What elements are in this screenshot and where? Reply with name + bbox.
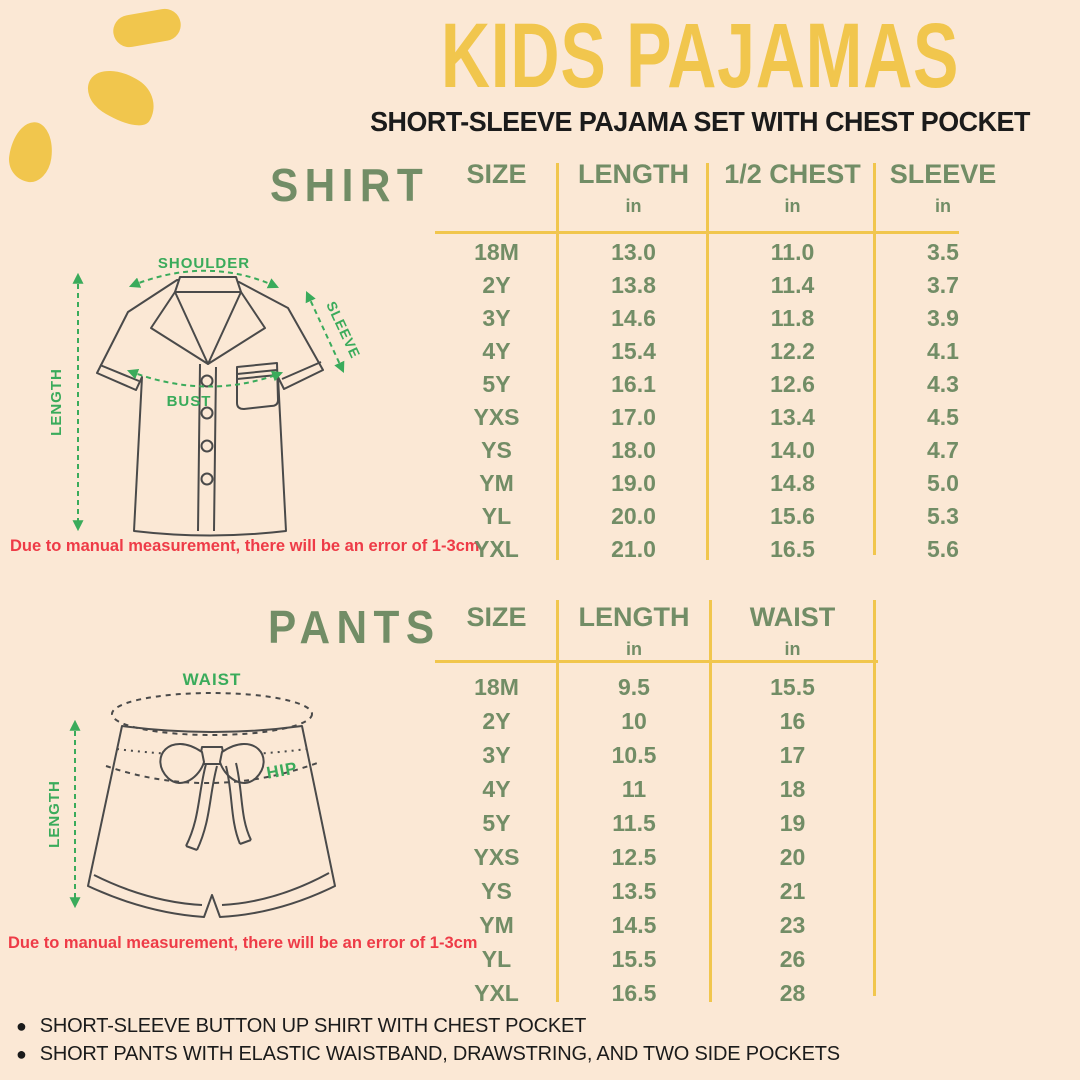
size-cell: 5Y — [482, 371, 511, 397]
chest-cell: 11.0 — [770, 239, 815, 265]
size-cell: YXL — [474, 980, 519, 1006]
length-cell: 11.5 — [612, 810, 656, 836]
size-cell: 2Y — [482, 708, 511, 734]
size-cell: 4Y — [482, 776, 511, 802]
bust-label: BUST — [166, 393, 212, 410]
column-header: SLEEVE in — [889, 159, 997, 216]
sleeve-cell: 3.9 — [927, 305, 959, 331]
length-cell: 14.6 — [611, 305, 656, 331]
feature-text: SHORT PANTS WITH ELASTIC WAISTBAND, DRAWSTRING, AND TWO SIDE POCKETS — [39, 1043, 840, 1065]
sleeve-cell: 5.6 — [927, 536, 959, 562]
length-cell: 15.5 — [611, 946, 657, 972]
shoulder-label: SHOULDER — [157, 255, 251, 272]
column-header: LENGTH in — [578, 159, 689, 216]
column-header: LENGTH in — [578, 602, 690, 659]
pants-diagram — [30, 660, 390, 935]
page-header — [310, 5, 1080, 138]
column-header: WAIST in — [749, 602, 836, 659]
table-header-rule — [435, 231, 959, 234]
waist-cell: 19 — [779, 810, 806, 836]
length-cell: 13.0 — [611, 239, 656, 265]
shirt-measurement-note: Due to manual measurement, there will be an error of 1-3cm — [10, 537, 480, 555]
size-cell: 2Y — [482, 272, 511, 298]
waist-cell: 23 — [779, 912, 806, 938]
chest-cell: 13.4 — [770, 404, 815, 430]
sleeve-label: SLEEVE — [323, 298, 364, 362]
chest-cell: 12.2 — [770, 338, 815, 364]
decorative-blob — [79, 58, 164, 136]
length-cell: 14.5 — [611, 912, 657, 938]
length-cell: 17.0 — [611, 404, 656, 430]
size-cell: YS — [481, 437, 512, 463]
chest-cell: 15.6 — [770, 503, 815, 529]
hip-label: HIP — [264, 758, 300, 783]
length-cell: 20.0 — [611, 503, 656, 529]
sleeve-cell: 4.3 — [927, 371, 959, 397]
size-cell: YXS — [473, 844, 520, 870]
length-cell: 21.0 — [611, 536, 656, 562]
table-header-rule — [435, 660, 878, 663]
length-cell: 19.0 — [611, 470, 656, 496]
shorts-outline — [88, 726, 335, 917]
sleeve-cell: 4.1 — [927, 338, 959, 364]
size-cell: YM — [479, 912, 514, 938]
column-header: 1/2 CHEST in — [724, 159, 861, 216]
chest-cell: 11.4 — [770, 272, 815, 298]
size-cell: YXS — [473, 404, 520, 430]
chest-cell: 12.6 — [770, 371, 815, 397]
size-cell: 5Y — [482, 810, 511, 836]
length-label: LENGTH — [48, 368, 65, 436]
length-cell: 10.5 — [611, 742, 657, 768]
decorative-blob — [6, 119, 56, 184]
length-label: LENGTH — [46, 780, 63, 848]
length-cell: 9.5 — [618, 674, 650, 700]
pants-measurement-note: Due to manual measurement, there will be an error of 1-3cm — [8, 934, 478, 952]
table-divider — [556, 163, 559, 560]
feature-text: SHORT-SLEEVE BUTTON UP SHIRT WITH CHEST POCKET — [39, 1015, 587, 1037]
waist-cell: 26 — [779, 946, 806, 972]
waist-cell: 18 — [779, 776, 806, 802]
waist-cell: 28 — [779, 980, 806, 1006]
sleeve-cell: 3.7 — [927, 272, 959, 298]
decorative-blob — [111, 6, 184, 49]
feature-item — [16, 1012, 840, 1040]
size-cell: 4Y — [482, 338, 511, 364]
length-cell: 16.1 — [611, 371, 656, 397]
shirt-section-label: SHIRT — [270, 159, 430, 211]
waist-cell: 17 — [779, 742, 806, 768]
waist-cell: 15.5 — [770, 674, 815, 700]
waist-cell: 21 — [779, 878, 806, 904]
chest-cell: 14.8 — [770, 470, 815, 496]
size-cell: 3Y — [482, 305, 511, 331]
size-cell: 18M — [474, 674, 519, 700]
pants-section-label: PANTS — [268, 601, 441, 653]
page-subtitle: SHORT-SLEEVE PAJAMA SET WITH CHEST POCKET — [370, 106, 1030, 137]
size-cell: YL — [481, 946, 512, 972]
length-cell: 10 — [621, 708, 647, 734]
length-cell: 13.8 — [611, 272, 656, 298]
size-cell: 3Y — [482, 742, 511, 768]
bullet-icon: ● — [16, 1044, 27, 1064]
sleeve-cell: 5.0 — [927, 470, 959, 496]
length-cell: 13.5 — [611, 878, 657, 904]
sleeve-cell: 3.5 — [927, 239, 959, 265]
table-divider — [706, 163, 709, 560]
size-cell: 18M — [474, 239, 519, 265]
bullet-icon: ● — [16, 1016, 27, 1036]
sleeve-cell: 4.7 — [927, 437, 959, 463]
size-cell: YM — [479, 470, 514, 496]
table-divider — [873, 163, 876, 555]
length-cell: 18.0 — [611, 437, 656, 463]
chest-cell: 16.5 — [770, 536, 815, 562]
waist-cell: 20 — [779, 844, 806, 870]
waist-label: WAIST — [182, 670, 242, 689]
feature-item — [16, 1040, 840, 1068]
shirt-size-table — [435, 155, 1010, 566]
chest-cell: 11.8 — [770, 305, 815, 331]
size-cell: YXL — [474, 536, 519, 562]
length-cell: 11 — [621, 776, 647, 802]
length-cell: 16.5 — [611, 980, 657, 1006]
length-cell: 15.4 — [611, 338, 656, 364]
size-cell: YL — [481, 503, 512, 529]
size-cell: YS — [481, 878, 512, 904]
shirt-diagram — [40, 240, 380, 555]
sleeve-cell: 4.5 — [927, 404, 959, 430]
length-cell: 12.5 — [611, 844, 657, 870]
column-header: SIZE — [466, 602, 527, 632]
column-header: SIZE — [466, 159, 527, 189]
product-features — [16, 1012, 840, 1068]
chest-cell: 14.0 — [770, 437, 815, 463]
waist-cell: 16 — [779, 708, 806, 734]
page-title: KIDS PAJAMAS — [440, 5, 960, 107]
sleeve-cell: 5.3 — [927, 503, 959, 529]
